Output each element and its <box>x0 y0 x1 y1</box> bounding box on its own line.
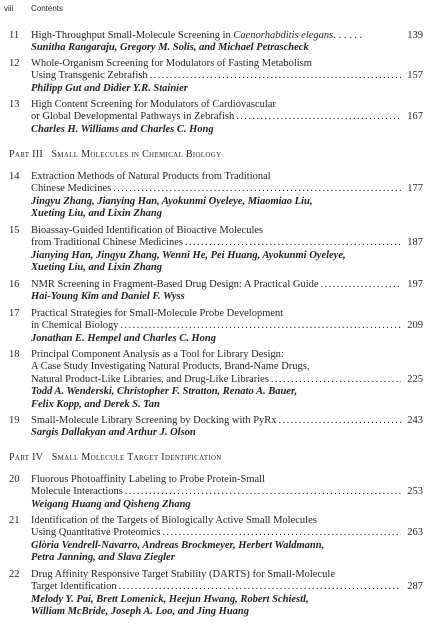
chapter-title-line: or Global Developmental Pathways in Zebrafish ..... <box>31 111 403 123</box>
chapter-title-line: NMR Screening in Fragment-Based Drug Design: A Practical Guide ..... <box>31 279 403 291</box>
chapter-authors: Weigang Huang and Qisheng Zhang <box>31 498 191 510</box>
chapter-authors: Felix Kopp, and Derek S. Tan <box>31 398 160 410</box>
chapter-number: 20 <box>9 474 20 485</box>
running-head: Contents <box>31 4 64 13</box>
chapter-title-line: Principal Component Analysis as a Tool for Library Design: <box>31 349 284 360</box>
page-number: viii <box>4 4 14 13</box>
chapter-authors: Sunitha Rangaraju, Gregory M. Solis, and Michael Petrascheck <box>31 42 309 54</box>
chapter-authors: Sargis Dallakyan and Arthur J. Olson <box>31 427 196 439</box>
chapter-authors: Hai-Young Kim and Daniel F. Wyss <box>31 291 185 303</box>
chapter-number: 17 <box>9 308 20 319</box>
chapter-title-line: from Traditional Chinese Medicines ..... <box>31 237 403 249</box>
chapter-number: 16 <box>9 279 20 290</box>
chapter-title-line: High-Throughput Small-Molecule Screening in Caenorhabditis elegans. . . . . . <box>31 30 363 41</box>
chapter-page: 209 <box>407 320 423 332</box>
chapter-title-line: Target Identification ..... <box>31 581 403 593</box>
chapter-authors: Petra Janning, and Slava Ziegler <box>31 552 175 564</box>
chapter-authors: Jingyu Zhang, Jianying Han, Ayokunmi Oyeleye, Miaomiao Liu, <box>31 195 313 207</box>
chapter-number: 14 <box>9 171 20 182</box>
part-heading[interactable]: Part IV Small Molecule Target Identification <box>9 452 222 463</box>
chapter-authors: Philipp Gut and Didier Y.R. Stainier <box>31 82 188 94</box>
chapter-title-line: Chinese Medicines ..... <box>31 183 403 195</box>
chapter-authors: William McBride, Joseph A. Loo, and Jing Huang <box>31 606 250 618</box>
chapter-authors: Todd A. Wenderski, Christopher F. Stratton, Renato A. Bauer, <box>31 386 298 398</box>
chapter-page: 225 <box>407 373 423 385</box>
chapter-authors: Xueting Liu, and Lixin Zhang <box>31 208 162 220</box>
chapter-title-line: Using Transgenic Zebrafish ..... <box>31 70 403 82</box>
chapter-title-line: Drug Affinity Responsive Target Stability (DARTS) for Small-Molecule <box>31 569 335 580</box>
chapter-authors: Xueting Liu, and Lixin Zhang <box>31 262 162 274</box>
chapter-page: 263 <box>407 527 423 539</box>
chapter-title-line: in Chemical Biology ..... <box>31 320 403 332</box>
chapter-page: 243 <box>407 415 423 426</box>
chapter-title-line: Small-Molecule Library Screening by Docking with PyRx ..... <box>31 415 403 427</box>
chapter-page: 157 <box>407 70 423 82</box>
chapter-title-line: Whole-Organism Screening for Modulators of Fasting Metabolism <box>31 58 312 69</box>
part-heading[interactable]: Part III Small Molecules in Chemical Biology <box>9 149 222 160</box>
chapter-page: 287 <box>407 581 423 593</box>
chapter-authors: Jianying Han, Jingyu Zhang, Wenni He, Pei Huang, Ayokunmi Oyeleye, <box>31 249 346 261</box>
chapter-title-line: Natural Product-Like Libraries, and Drug-Like Libraries ..... <box>31 374 403 386</box>
chapter-number: 22 <box>9 569 20 580</box>
chapter-number: 19 <box>9 415 20 426</box>
chapter-number: 15 <box>9 225 20 236</box>
chapter-page: 177 <box>407 183 423 195</box>
chapter-title-line: Bioassay-Guided Identification of Bioactive Molecules <box>31 225 264 236</box>
chapter-title-line: A Case Study Investigating Natural Products, Brand-Name Drugs, <box>31 361 310 373</box>
chapter-authors: Melody Y. Pai, Brett Lomenick, Heejun Hwang, Robert Schiestl, <box>31 593 309 605</box>
chapter-number: 18 <box>9 349 20 360</box>
chapter-title-line: Practical Strategies for Small-Molecule Probe Development <box>31 308 284 319</box>
chapter-title-line: High Content Screening for Modulators of Cardiovascular <box>31 99 276 110</box>
chapter-page: 167 <box>407 111 423 123</box>
chapter-page: 139 <box>407 30 423 41</box>
chapter-authors: Jonathan E. Hempel and Charles C. Hong <box>31 332 216 344</box>
chapter-page: 187 <box>407 237 423 249</box>
chapter-number: 12 <box>9 58 20 69</box>
chapter-title-line: Extraction Methods of Natural Products from Traditional <box>31 171 271 182</box>
chapter-authors: Charles H. Williams and Charles C. Hong <box>31 123 214 135</box>
chapter-number: 13 <box>9 99 20 110</box>
chapter-authors: Glòria Vendrell-Navarro, Andreas Brockmeyer, Herbert Waldmann, <box>31 539 325 551</box>
chapter-page: 253 <box>407 486 423 498</box>
chapter-number: 21 <box>9 515 20 526</box>
chapter-page: 197 <box>407 279 423 290</box>
chapter-number: 11 <box>9 30 20 41</box>
chapter-title-line: Identification of the Targets of Biologically Active Small Molecules <box>31 515 317 526</box>
chapter-title-line: Molecule Interactions ..... <box>31 486 403 498</box>
page-header <box>0 4 432 16</box>
chapter-title-line: Fluorous Photoaffinity Labeling to Probe Protein-Small <box>31 474 265 485</box>
chapter-title-line: Using Quantitative Proteomics ..... <box>31 527 403 539</box>
